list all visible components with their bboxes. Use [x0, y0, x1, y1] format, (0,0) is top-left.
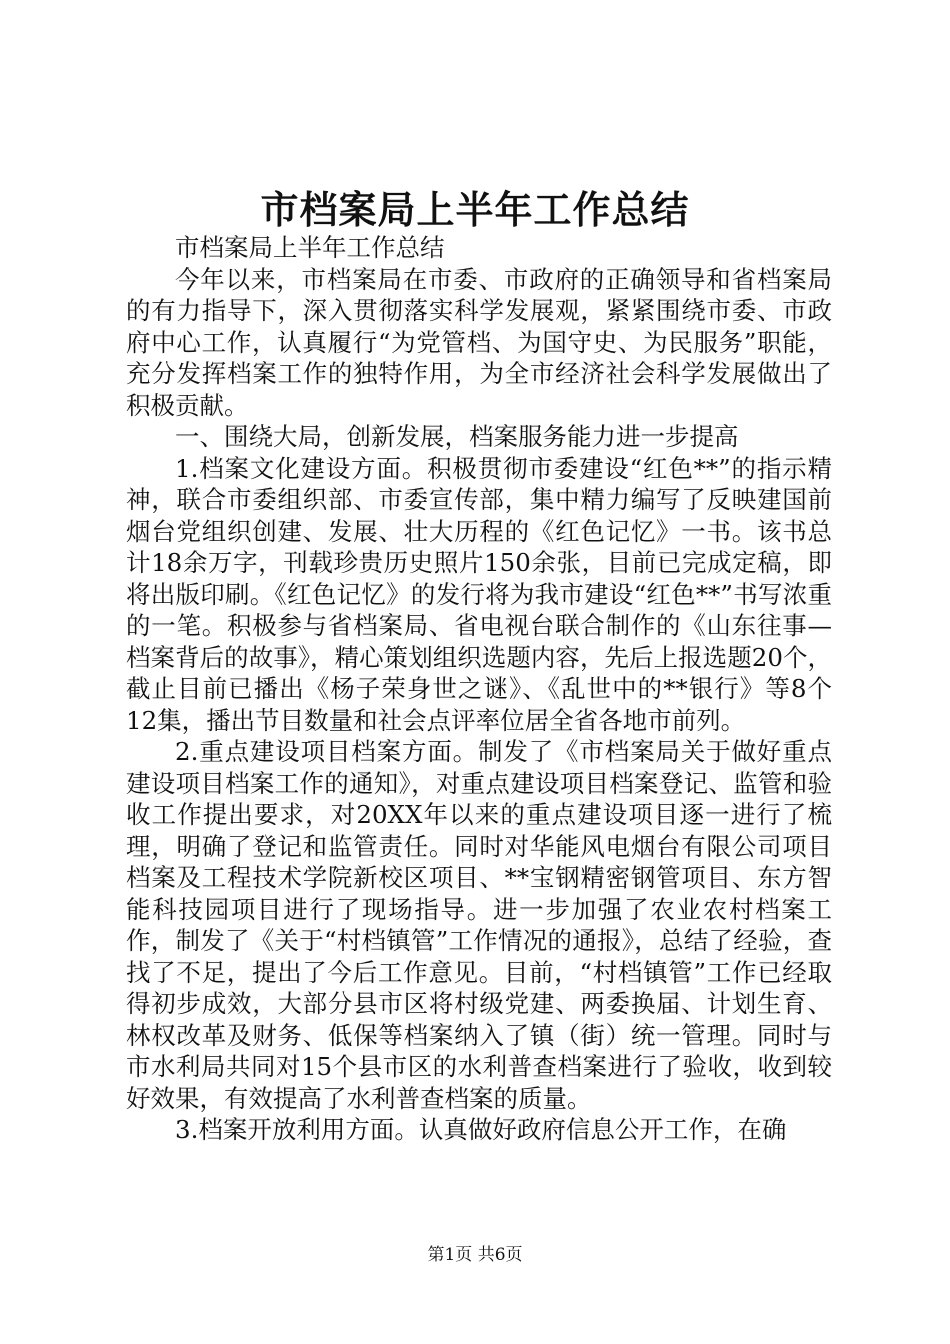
paragraph-intro: 今年以来，市档案局在市委、市政府的正确领导和省档案局的有力指导下，深入贯彻落实科学发展观，紧紧围绕市委、市政府中心工作，认真履行“为党管档、为国守史、为民服务”职能，充分发挥档案工作的独特作用，为全市经济社会科学发展做出了积极贡献。 — [126, 264, 832, 420]
paragraph-key-projects: 2.重点建设项目档案方面。制发了《市档案局关于做好重点建设项目档案工作的通知》，对重点建设项目档案登记、监管和验收工作提出要求，对20XX年以来的重点建设项目逐一进行了梳理，明确了登记和监管责任。同时对华能风电烟台有限公司项目档案及工程技术学院新校区项目、**宝钢精密钢管项目、东方智能科技园项目进行了现场指导。进一步加强了农业农村档案工作，制发了《关于“村档镇管”工作情况的通报》，总结了经验，查找了不足，提出了今后工作意见。目前，“村档镇管”工作已经取得初步成效，大部分县市区将村级党建、两委换届、计划生育、林权改革及财务、低保等档案纳入了镇（街）统一管理。同时与市水利局共同对15个县市区的水利普查档案进行了验收，收到较好效果，有效提高了水利普查档案的质量。 — [126, 737, 832, 1113]
page-footer: 第1页 共6页 — [427, 1245, 523, 1265]
paragraph-open-use: 3.档案开放利用方面。认真做好政府信息公开工作，在确 — [175, 1115, 787, 1144]
document-title: 市档案局上半年工作总结 — [260, 187, 690, 232]
paragraph-heading-repeat: 市档案局上半年工作总结 — [175, 233, 445, 262]
paragraph-archive-culture: 1.档案文化建设方面。积极贯彻市委建设“红色**”的指示精神，联合市委组织部、市委宣传部，集中精力编写了反映建国前烟台党组织创建、发展、壮大历程的《红色记忆》一书。该书总计18余万字，刊载珍贵历史照片150余张，目前已完成定稿，即将出版印刷。《红色记忆》的发行将为我市建设“红色**”书写浓重的一笔。积极参与省档案局、省电视台联合制作的《山东往事—档案背后的故事》，精心策划组织选题内容，先后上报选题20个，截止目前已播出《杨子荣身世之谜》、《乱世中的**银行》等8个12集，播出节目数量和社会点评率位居全省各地市前列。 — [126, 453, 832, 735]
section-heading-1: 一、围绕大局，创新发展，档案服务能力进一步提高 — [175, 422, 739, 451]
document-body — [126, 232, 832, 1146]
